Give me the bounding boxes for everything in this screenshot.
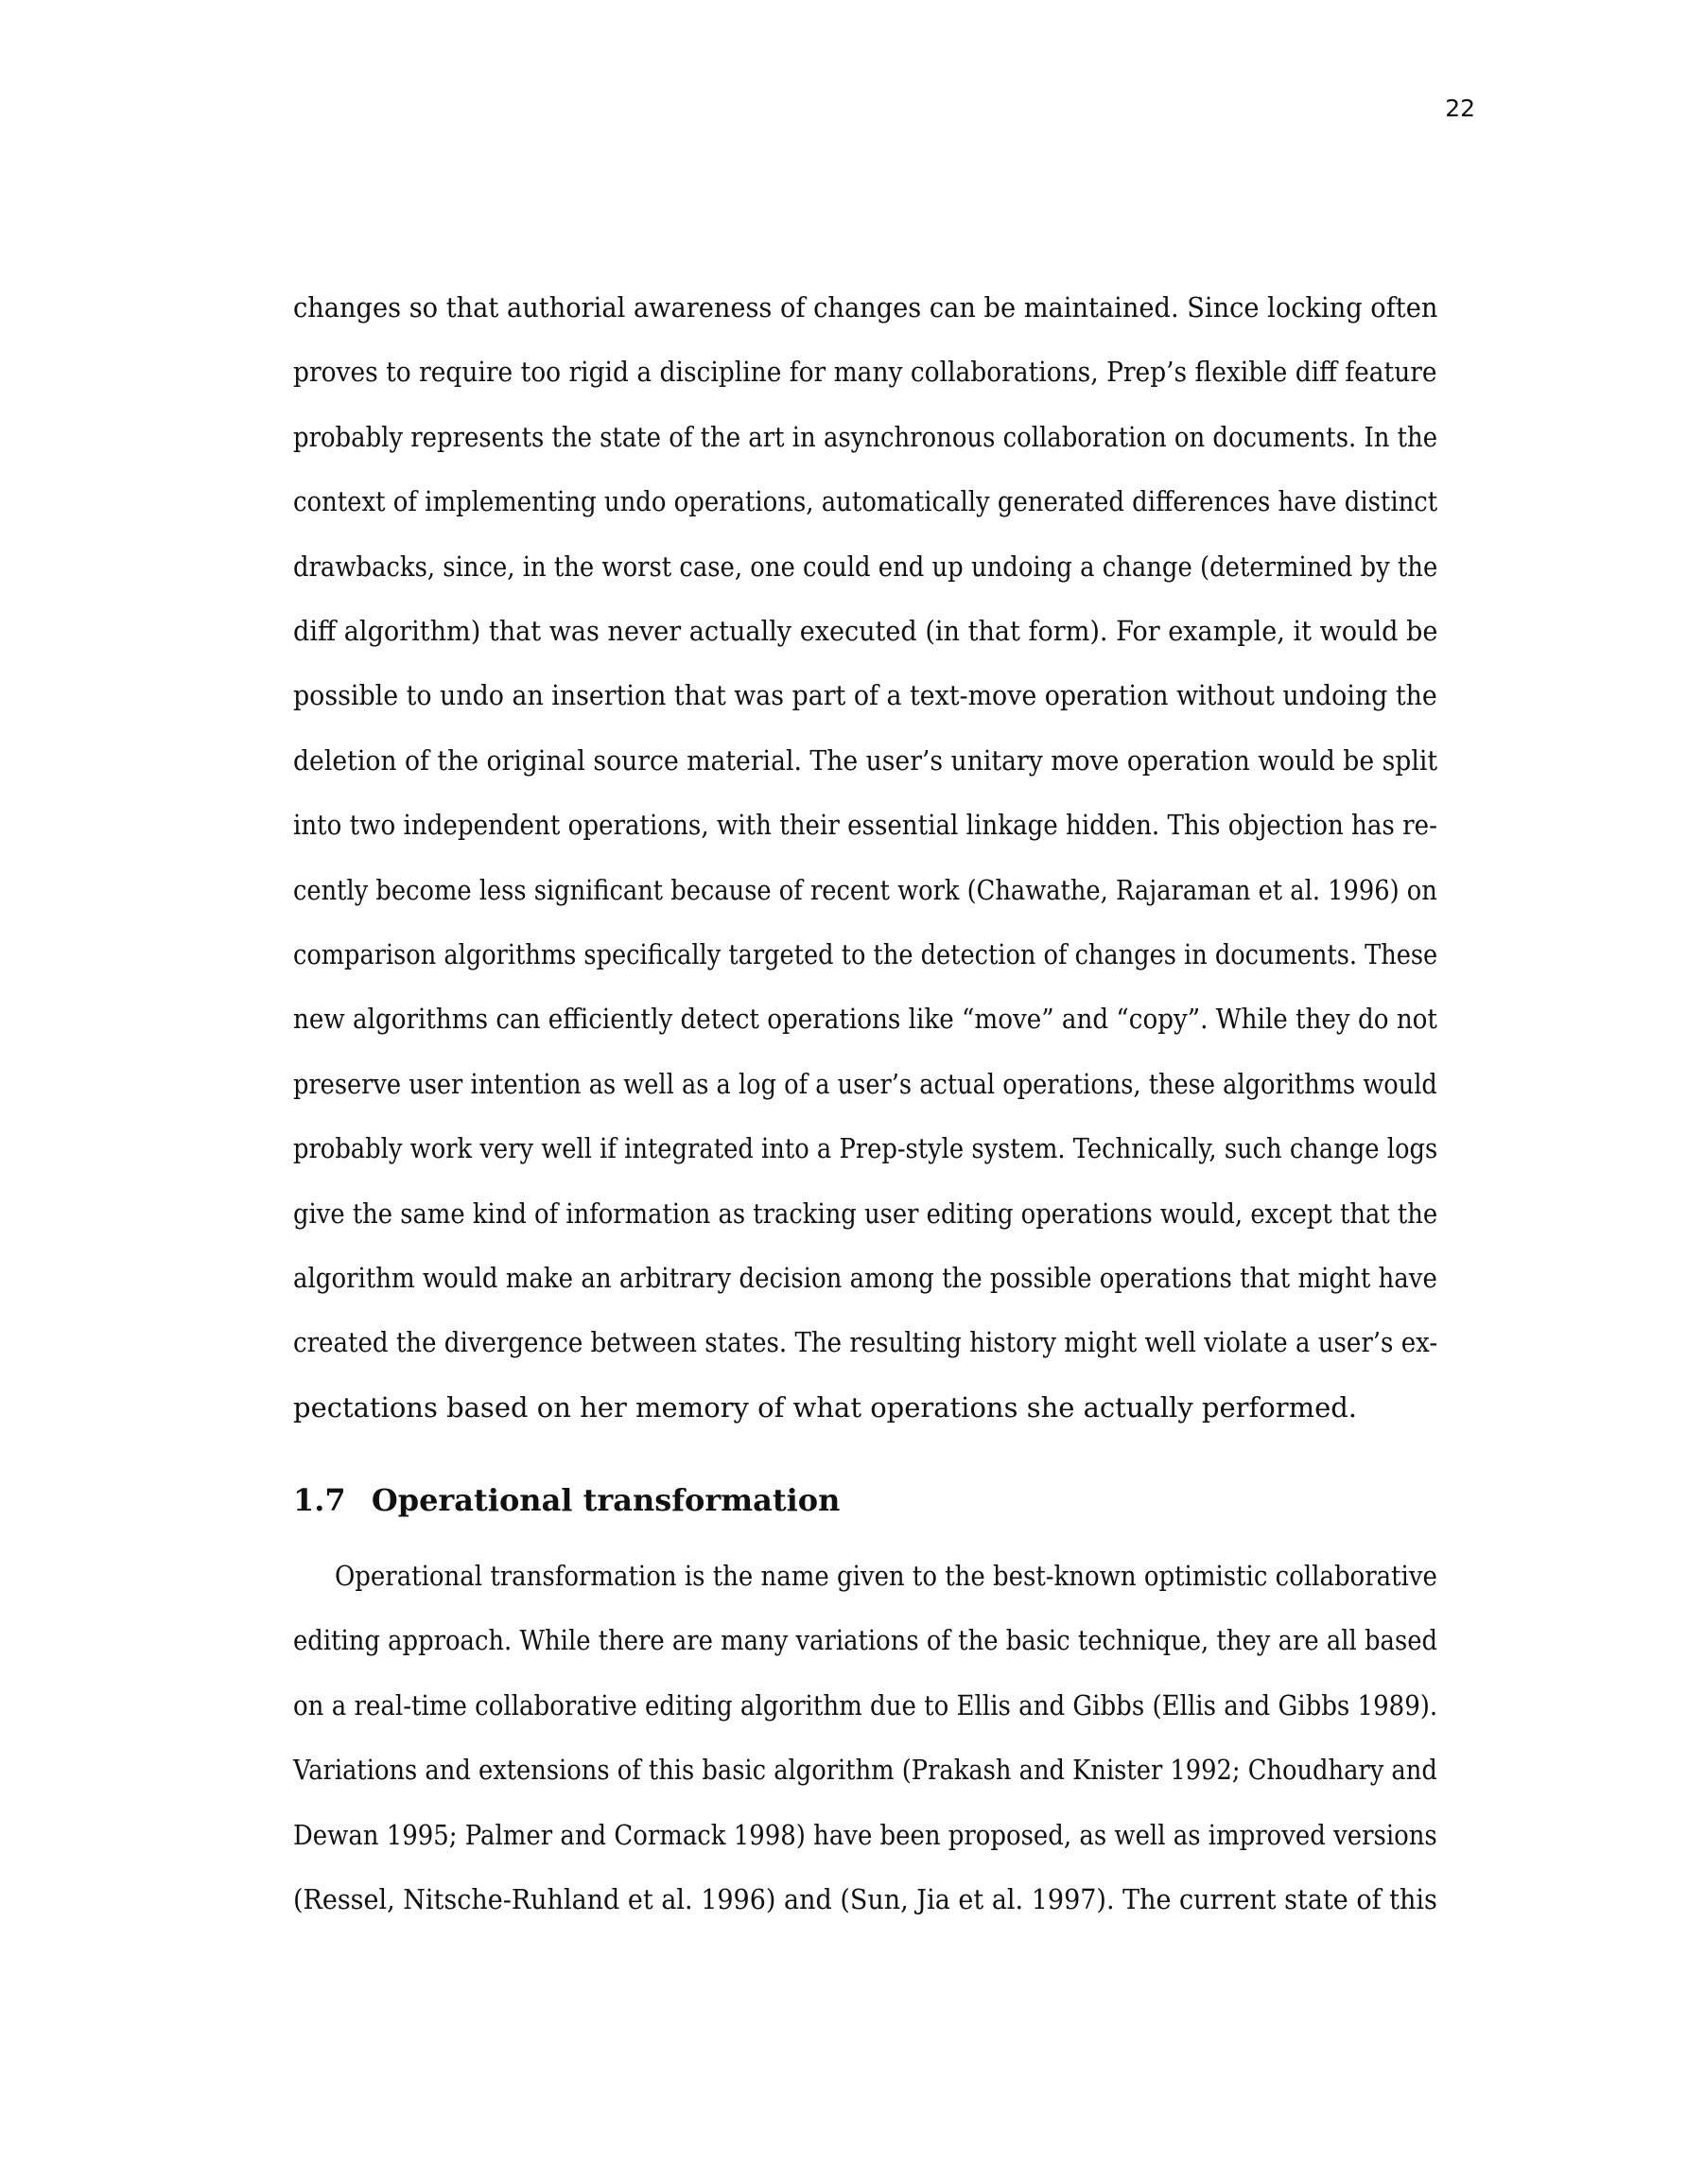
section-number: 1.7 [293,1482,346,1518]
text-line: probably work very well if integrated into a Prep-style system. Technically, such change logs [293,1132,1438,1165]
text-line: context of implementing undo operations, automatically generated differences have distinct [293,485,1438,518]
text-line: deletion of the original source material. The user’s unitary move operation would be split [293,743,1438,777]
text-line: Variations and extensions of this basic algorithm (Prakash and Knister 1992; Choudhary and [293,1754,1437,1787]
text-line: drawbacks, since, in the worst case, one could end up undoing a change (determined by the [293,550,1438,583]
text-line: editing approach. While there are many variations of the basic technique, they are all based [293,1624,1438,1657]
text-line: created the divergence between states. The resulting history might well violate a user’s ex- [293,1326,1438,1359]
text-line: changes so that authorial awareness of changes can be maintained. Since locking often [293,291,1438,323]
text-line: cently become less significant because of recent work (Chawathe, Rajaraman et al. 1996) on [293,873,1437,906]
text-line: pectations based on her memory of what operations she actually performed. [293,1390,1358,1424]
text-line: algorithm would make an arbitrary decision among the possible operations that might have [293,1262,1437,1294]
text-line: on a real-time collaborative editing algorithm due to Ellis and Gibbs (Ellis and Gibbs 1989). [293,1688,1438,1721]
text-line: give the same kind of information as tracking user editing operations would, except that the [293,1197,1438,1230]
text-line: probably represents the state of the art in asynchronous collaboration on documents. In the [293,420,1438,453]
page-number: 22 [1445,95,1475,122]
text-line: Operational transformation is the name given to the best-known optimistic collaborative [335,1560,1437,1592]
text-line: comparison algorithms specifically targeted to the detection of changes in documents. These [293,938,1438,970]
section-heading [293,1481,840,1519]
text-line: new algorithms can efficiently detect operations like “move” and “copy”. While they do not [293,1003,1437,1036]
text-line: possible to undo an insertion that was part of a text-move operation without undoing the [293,679,1437,712]
text-line: preserve user intention as well as a log of a user’s actual operations, these algorithms would [293,1067,1437,1100]
text-line: diff algorithm) that was never actually executed (in that form). For example, it would be [293,615,1438,647]
text-line: Dewan 1995; Palmer and Cormack 1998) have been proposed, as well as improved versions [293,1818,1437,1851]
section-title: Operational transformation [371,1482,841,1518]
text-line: proves to require too rigid a discipline for many collaborations, Prep’s flexible diff feature [293,356,1437,389]
text-line: (Ressel, Nitsche-Ruhland et al. 1996) and (Sun, Jia et al. 1997). The current state of this [293,1883,1437,1915]
text-line: into two independent operations, with their essential linkage hidden. This objection has re- [293,809,1437,842]
